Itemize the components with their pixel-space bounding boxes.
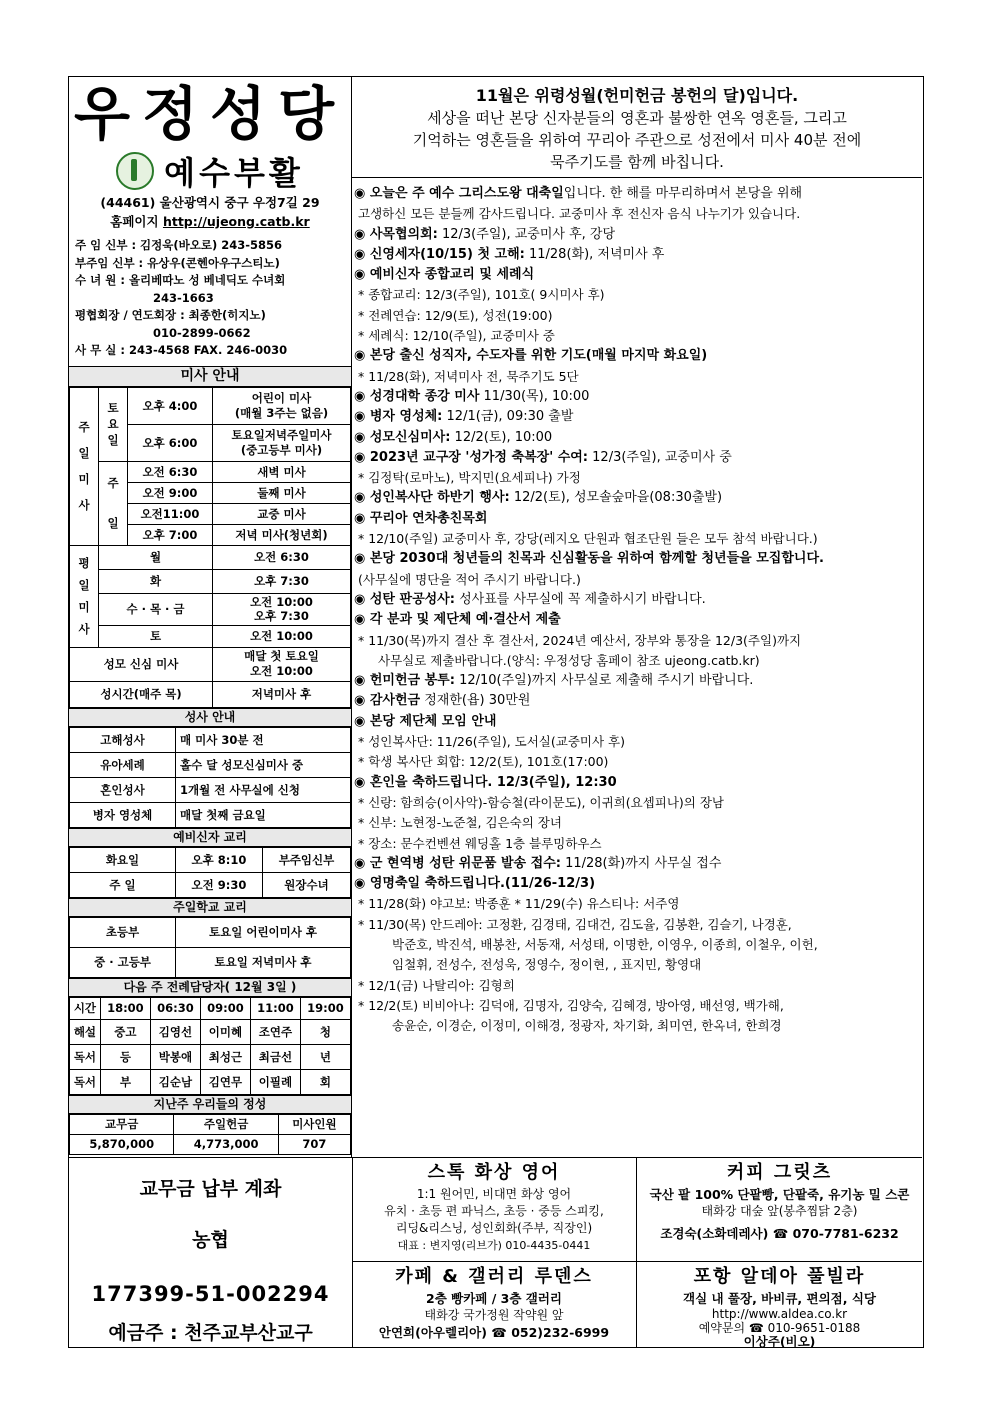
ad-cafe (352, 1262, 637, 1348)
motto-text: 예수부활 (164, 154, 304, 192)
notice-detail: 정재한(욥) 30만원 (420, 693, 531, 709)
notice-detail: 12/10(주일)까지 사무실로 제출해 주시기 바랍니다. (454, 673, 754, 689)
ad-villa (637, 1262, 922, 1348)
roster-cell: 김영선 (150, 1019, 200, 1044)
mass-time: 오후 4:00 (128, 387, 213, 424)
notice-item (354, 1016, 918, 1036)
notice-detail: 입니다. 한 해를 마무리하며서 본당을 위해 (563, 186, 803, 201)
roster-cell: 19:00 (300, 997, 350, 1019)
notice-item (354, 935, 918, 955)
weekday: 수 · 목 · 금 (99, 593, 213, 625)
notice-item (354, 529, 918, 549)
notice-item (354, 610, 918, 630)
notice-item (354, 631, 918, 651)
stats-label: 미사인원 (278, 1114, 350, 1134)
notice-list (352, 178, 922, 1036)
sacrament-desc: 1개월 전 사무실에 신청 (176, 777, 351, 802)
notice-sub-1: 세상을 떠난 본당 신자분들의 영혼과 불쌍한 연옥 영혼들, 그리고 (427, 109, 847, 127)
notice-item (354, 732, 918, 752)
notice-text: 고생하신 모든 분들께 감사드립니다. 교중미사 후 전신자 음식 나누기가 있습니다. (358, 206, 801, 222)
notice-item (354, 225, 918, 245)
notice-item (354, 387, 918, 407)
roster-cell: 김연무 (200, 1069, 250, 1094)
ad-contact: 이상주(비오) (743, 1334, 816, 1349)
roster-cell: 청 (300, 1019, 350, 1044)
saturday-label: 토 요 일 (99, 387, 128, 461)
notice-text: ◉ 본당 2030대 청년들의 친목과 신심활동을 위하여 함께할 청년들을 모집합니다. (354, 551, 824, 567)
mass-desc: 둘째 미사 (213, 482, 351, 503)
notice-item (354, 793, 918, 813)
notice-text: ◉ 각 분과 및 제단체 예·결산서 제출 (354, 612, 561, 628)
roster-cell: 11:00 (250, 997, 300, 1019)
notice-item (354, 326, 918, 346)
notice-item (354, 509, 918, 529)
notice-detail: 12/3(주일), 교중미사 후, 강당 (437, 226, 616, 242)
weekday: 월 (99, 545, 213, 569)
roster-cell: 등 (100, 1044, 150, 1069)
sunday-mass-label: 주 일 미 사 (70, 387, 99, 545)
sunday-label: 주 일 (99, 461, 128, 545)
homepage-link[interactable]: http://ujeong.catb.kr (162, 214, 310, 229)
school-grade: 초등부 (70, 917, 176, 947)
right-column (352, 77, 922, 1157)
school-time: 토요일 어린이미사 후 (176, 917, 351, 947)
sacrament-desc: 매달 첫째 금요일 (176, 802, 351, 827)
notice-item (354, 773, 918, 793)
notice-text: ◉ 감사헌금 (354, 693, 421, 709)
weekday-time: 오전 6:30 (213, 545, 351, 569)
mass-desc: 저녁 미사(청년회) (213, 524, 351, 545)
sacrament-table (69, 727, 351, 828)
notice-text: * 세례식: 12/10(주일), 교중미사 중 (358, 328, 555, 344)
motto (69, 149, 351, 193)
roster-cell: 06:30 (150, 997, 200, 1019)
roster-cell: 김순남 (150, 1069, 200, 1094)
mass-desc: 교중 미사 (213, 503, 351, 524)
notice-sub-2: 기억하는 영혼들을 위하여 꾸리아 주관으로 성전에서 미사 40분 전에 (412, 131, 862, 149)
roster-cell: 독서 (70, 1044, 101, 1069)
notice-text: * 종합교리: 12/3(주일), 101호( 9시미사 후) (358, 287, 605, 303)
roster-cell: 이필례 (250, 1069, 300, 1094)
notice-item (354, 691, 918, 711)
notice-sub-3: 묵주기도를 함께 바칩니다. (550, 153, 724, 171)
notice-text: ◉ 헌미헌금 봉투: (354, 673, 455, 689)
parish-logo-icon (116, 152, 154, 190)
notice-detail: 12/2(토), 10:00 (450, 429, 553, 445)
notice-text: ◉ 예비신자 종합교리 및 세례식 (354, 267, 535, 283)
account-box (69, 1158, 353, 1348)
mass-desc: 새벽 미사 (213, 461, 351, 482)
staff-council-phone: 010-2899-0662 (153, 325, 251, 340)
roster-header: 다음 주 전례담당자( 12월 3일 ) (69, 978, 351, 997)
notice-text: ◉ 성경대학 종강 미사 (354, 388, 480, 404)
notice-item (354, 671, 918, 691)
office-phone: 사 무 실 : 243-4568 FAX. 246-0030 (75, 343, 288, 357)
staff-convent-phone: 243-1663 (153, 290, 214, 305)
roster-cell: 최성근 (200, 1044, 250, 1069)
notice-item (354, 488, 918, 508)
address-text: (44461) 울산광역시 중구 우정7길 29 (100, 195, 320, 210)
notice-text: * 11/28(화) 야고보: 박종훈 * 11/29(수) 유스티나: 서주영 (358, 896, 680, 912)
catechumen-header: 예비신자 교리 (69, 828, 351, 847)
notice-item (354, 894, 918, 914)
notice-detail: 성사표를 사무실에 꼭 제출하시기 바랍니다. (454, 591, 706, 607)
notice-item (354, 245, 918, 265)
notice-item (354, 854, 918, 874)
notice-item (354, 752, 918, 772)
homepage (69, 212, 351, 231)
notice-item (354, 306, 918, 326)
notice-text: ◉ 꾸리아 연차총친목회 (354, 510, 488, 526)
notice-text: ◉ 오늘은 주 예수 그리스도왕 대축일 (354, 186, 564, 201)
roster-cell: 독서 (70, 1069, 101, 1094)
notice-item (354, 549, 918, 569)
notice-item (354, 204, 918, 224)
roster-cell: 조연주 (250, 1019, 300, 1044)
notice-item (354, 570, 918, 590)
notice-text: ◉ 성모신심미사: (354, 429, 451, 445)
notice-text: 박준호, 박진석, 배봉찬, 서동재, 서성태, 이명한, 이영우, 이종희, 이철우, 이헌, (392, 936, 818, 952)
notice-text: ◉ 병자 영성체: (354, 409, 443, 425)
mass-time: 오전11:00 (128, 503, 213, 524)
mass-desc: 토요일저녁주일미사 (중고등부 미사) (213, 424, 351, 461)
address (69, 193, 351, 231)
extra-mass: 성시간(매주 목) (70, 681, 213, 707)
staff-assistant: 부주임 신부 : 유상우(콘헨아우구스티노) (75, 255, 280, 270)
notice-text: 사무실로 제출바랍니다.(양식: 우정성당 홈페이 참조 ujeong.catb.kr) (378, 652, 760, 668)
notice-item (354, 976, 918, 996)
extra-mass-time: 매달 첫 토요일 오전 10:00 (213, 647, 351, 681)
catechumen-teacher: 원장수녀 (262, 872, 350, 897)
notice-text: ◉ 혼인을 축하드립니다. 12/3(주일), 12:30 (354, 774, 617, 790)
roster-cell: 18:00 (100, 997, 150, 1019)
school-time: 토요일 저녁미사 후 (176, 947, 351, 977)
notice-item (354, 874, 918, 894)
weekday-time: 오전 10:00 오후 7:30 (213, 593, 351, 625)
ad-line: 리딩&리스닝, 성인회화(주부, 직장인) (395, 1221, 593, 1235)
roster-cell: 부 (100, 1069, 150, 1094)
ad-line: 태화강 대숲 앞(봉추찜닭 2층) (701, 1204, 858, 1218)
sacrament-desc: 매 미사 30분 전 (176, 727, 351, 752)
notice-text: * 11/30(목)까지 결산 후 결산서, 2024년 예산서, 장부와 통장을 12/3(주일)까지 (358, 632, 802, 648)
left-column (69, 77, 352, 1157)
notice-item (354, 184, 918, 204)
notice-item (354, 265, 918, 285)
notice-text: * 신랑: 함희승(이사악)-함승철(라이문도), 이귀희(요셉피나)의 장남 (358, 794, 724, 810)
notice-text: ◉ 성인복사단 하반기 행사: (354, 490, 510, 506)
roster-cell: 해설 (70, 1019, 101, 1044)
ad-line: 1:1 원어민, 비대면 화상 영어 (416, 1187, 572, 1201)
sacrament-header: 성사 안내 (69, 708, 351, 727)
weekday: 화 (99, 569, 213, 593)
stats-label: 교무금 (70, 1114, 174, 1134)
ad-coffee (637, 1158, 922, 1262)
notice-text: * 11/30(목) 안드레아: 고정환, 김경태, 김대건, 김도율, 김봉환, 김슬기, 나경훈, (358, 916, 792, 932)
catechumen-day: 주 일 (70, 872, 176, 897)
roster-table (69, 997, 351, 1095)
bulletin-sheet (68, 76, 924, 1348)
account-title: 교무금 납부 계좌 (139, 1178, 282, 1200)
notice-detail: 11/28(화)까지 사무실 접수 (560, 855, 722, 871)
notice-item (354, 813, 918, 833)
mass-time: 오후 6:00 (128, 424, 213, 461)
notice-text: * 12/1(금) 나탈리아: 김형희 (358, 977, 515, 993)
weekday-time: 오전 10:00 (213, 625, 351, 647)
stats-header: 지난주 우리들의 정성 (69, 1095, 351, 1114)
mass-header: 미사 안내 (69, 366, 351, 387)
account-holder: 예금주 : 천주교부산교구 (108, 1322, 313, 1344)
ad-title: 커피 그릿츠 (726, 1162, 833, 1183)
homepage-label: 홈페이지 (110, 214, 159, 229)
ad-contact: 안연희(아우렐리아) ☎ 052)232-6999 (378, 1325, 610, 1340)
notice-item (354, 448, 918, 468)
notice-text: ◉ 영명축일 축하드립니다.(11/26-12/3) (354, 876, 596, 892)
ad-line: 국산 팥 100% 단팥빵, 단팥죽, 유기농 밀 스콘 (649, 1187, 910, 1202)
notice-text: ◉ 본당 제단체 모임 안내 (354, 713, 497, 729)
staff-council: 평협회장 / 연도회장 : 최종한(히지노) (75, 308, 266, 322)
roster-cell: 최금선 (250, 1044, 300, 1069)
notice-item (354, 834, 918, 854)
ad-title: 카페 & 갤러리 루덴스 (395, 1266, 593, 1287)
catechumen-teacher: 부주임신부 (262, 847, 350, 872)
sacrament-desc: 홀수 달 성모신심미사 중 (176, 752, 351, 777)
account-number: 177399-51-002294 (91, 1282, 330, 1306)
catechumen-time: 오전 9:30 (176, 872, 263, 897)
notice-text: * 12/10(주일) 교중미사 후, 강당(레지오 단원과 협조단원 들은 모두 참석 바랍니다.) (358, 531, 818, 547)
notice-detail: 11/30(목), 10:00 (479, 388, 590, 404)
roster-cell: 중고 (100, 1019, 150, 1044)
stats-value: 707 (278, 1134, 350, 1154)
roster-cell: 이미혜 (200, 1019, 250, 1044)
bottom-ads (69, 1157, 922, 1348)
staff-convent: 수 녀 원 : 올리베따노 성 베네딕도 수녀회 (75, 273, 286, 287)
stats-table (69, 1114, 351, 1155)
mass-desc: 어린이 미사 (매월 3주는 없음) (213, 387, 351, 424)
notice-item (354, 285, 918, 305)
roster-cell: 09:00 (200, 997, 250, 1019)
roster-cell: 회 (300, 1069, 350, 1094)
catechumen-table (69, 847, 351, 898)
parish-title: 우정성당 (73, 80, 347, 148)
notice-headline: 11월은 위령성월(헌미헌금 봉헌의 달)입니다. (475, 86, 799, 105)
notice-item (354, 651, 918, 671)
ad-line: 태화강 국가정원 작약원 앞 (424, 1308, 564, 1322)
ad-title: 포항 알데아 풀빌라 (693, 1266, 866, 1287)
notice-text: 임철휘, 전성수, 전성욱, 정영수, 정이현, , 표지민, 황영대 (392, 957, 702, 973)
mass-time: 오후 7:00 (128, 524, 213, 545)
ad-title: 스톡 화상 영어 (427, 1162, 561, 1183)
ad-line: http://www.aldea.co.kr (711, 1307, 848, 1321)
notice-text: * 장소: 문수컨벤션 웨딩홀 1층 블루밍하우스 (358, 835, 602, 851)
sunday-school-table (69, 917, 351, 978)
staff-pastor: 주 임 신부 : 김정욱(바오로) 243-5856 (75, 238, 283, 252)
notice-text: * 성인복사단: 11/26(주일), 도서실(교중미사 후) (358, 734, 625, 750)
mass-time: 오전 6:30 (128, 461, 213, 482)
notice-item (354, 468, 918, 488)
mass-table (69, 387, 351, 708)
notice-item (354, 590, 918, 610)
notice-detail: 12/2(토), 성모솔숲마을(08:30출발) (509, 490, 723, 506)
notice-item (354, 996, 918, 1016)
ad-line: 유치 · 초등 편 파닉스, 초등 · 중등 스피킹, (384, 1204, 604, 1218)
notice-text: ◉ 사목협의회: (354, 226, 438, 242)
notice-item (354, 915, 918, 935)
notice-item (354, 428, 918, 448)
notice-detail: 12/3(주일), 교중미사 중 (588, 449, 732, 465)
notice-text: ◉ 성탄 판공성사: (354, 591, 455, 607)
catechumen-day: 화요일 (70, 847, 176, 872)
ad-english (352, 1158, 637, 1262)
sacrament-name: 혼인성사 (70, 777, 176, 802)
ad-contact: 대표 : 변지영(리브가) 010-4435-0441 (397, 1239, 591, 1252)
notice-item (354, 955, 918, 975)
weekday: 토 (99, 625, 213, 647)
school-grade: 중 · 고등부 (70, 947, 176, 977)
notice-text: ◉ 군 현역병 성탄 위문품 발송 접수: (354, 855, 561, 871)
ad-line: 예약문의 ☎ 010-9651-0188 (698, 1321, 861, 1335)
notice-item (354, 346, 918, 366)
weekday-mass-label: 평 일 미 사 (70, 545, 99, 647)
notice-text: * 신부: 노현정-노준철, 김은숙의 장녀 (358, 815, 562, 831)
extra-mass-time: 저녁미사 후 (213, 681, 351, 707)
sacrament-name: 유아세례 (70, 752, 176, 777)
account-bank: 농협 (192, 1229, 229, 1251)
sacrament-name: 고해성사 (70, 727, 176, 752)
notice-item (354, 712, 918, 732)
roster-cell: 시간 (70, 997, 101, 1019)
notice-item (354, 367, 918, 387)
mass-time: 오전 9:00 (128, 482, 213, 503)
notice-detail: 12/1(금), 09:30 출발 (442, 409, 574, 425)
notice-text: ◉ 신영세자(10/15) 첫 고해: (354, 246, 525, 262)
notice-text: 송윤순, 이경순, 이정미, 이해경, 정광자, 차기화, 최미연, 한옥녀, 한희경 (392, 1018, 782, 1034)
sunday-school-header: 주일학교 교리 (69, 898, 351, 917)
catechumen-time: 오후 8:10 (176, 847, 263, 872)
notice-item (354, 407, 918, 427)
roster-cell: 년 (300, 1044, 350, 1069)
stats-value: 4,773,000 (174, 1134, 278, 1154)
weekday-time: 오후 7:30 (213, 569, 351, 593)
ad-line: 2층 빵카페 / 3층 갤러리 (426, 1291, 562, 1306)
notice-text: * 김정탁(로마노), 박지민(요세피나) 가정 (358, 470, 581, 486)
notice-text: * 11/28(화), 저녁미사 전, 묵주기도 5단 (358, 368, 579, 384)
notice-text: ◉ 2023년 교구장 '성가정 축복장' 수여: (354, 449, 589, 465)
notice-text: * 12/2(토) 비비아나: 김덕애, 김명자, 김양숙, 김혜경, 방아영, 배선영, 백가해, (358, 997, 784, 1013)
notice-text: ◉ 본당 출신 성직자, 수도자를 위한 기도(매월 마지막 화요일) (354, 348, 708, 364)
stats-label: 주일헌금 (174, 1114, 278, 1134)
notice-text: * 학생 복사단 회합: 12/2(토), 101호(17:00) (358, 754, 609, 770)
notice-detail: 11/28(화), 저녁미사 후 (524, 246, 665, 262)
staff-list (69, 231, 351, 360)
stats-value: 5,870,000 (70, 1134, 174, 1154)
sacrament-name: 병자 영성체 (70, 802, 176, 827)
ad-line: 객실 내 풀장, 바비큐, 편의점, 식당 (683, 1291, 876, 1306)
ad-contact: 조경숙(소화데레사) ☎ 070-7781-6232 (660, 1226, 899, 1241)
extra-mass: 성모 신심 미사 (70, 647, 213, 681)
roster-cell: 박봉애 (150, 1044, 200, 1069)
notice-text: * 전례연습: 12/9(토), 성전(19:00) (358, 307, 553, 323)
notice-text: (사무실에 명단을 적어 주시기 바랍니다.) (358, 571, 581, 587)
